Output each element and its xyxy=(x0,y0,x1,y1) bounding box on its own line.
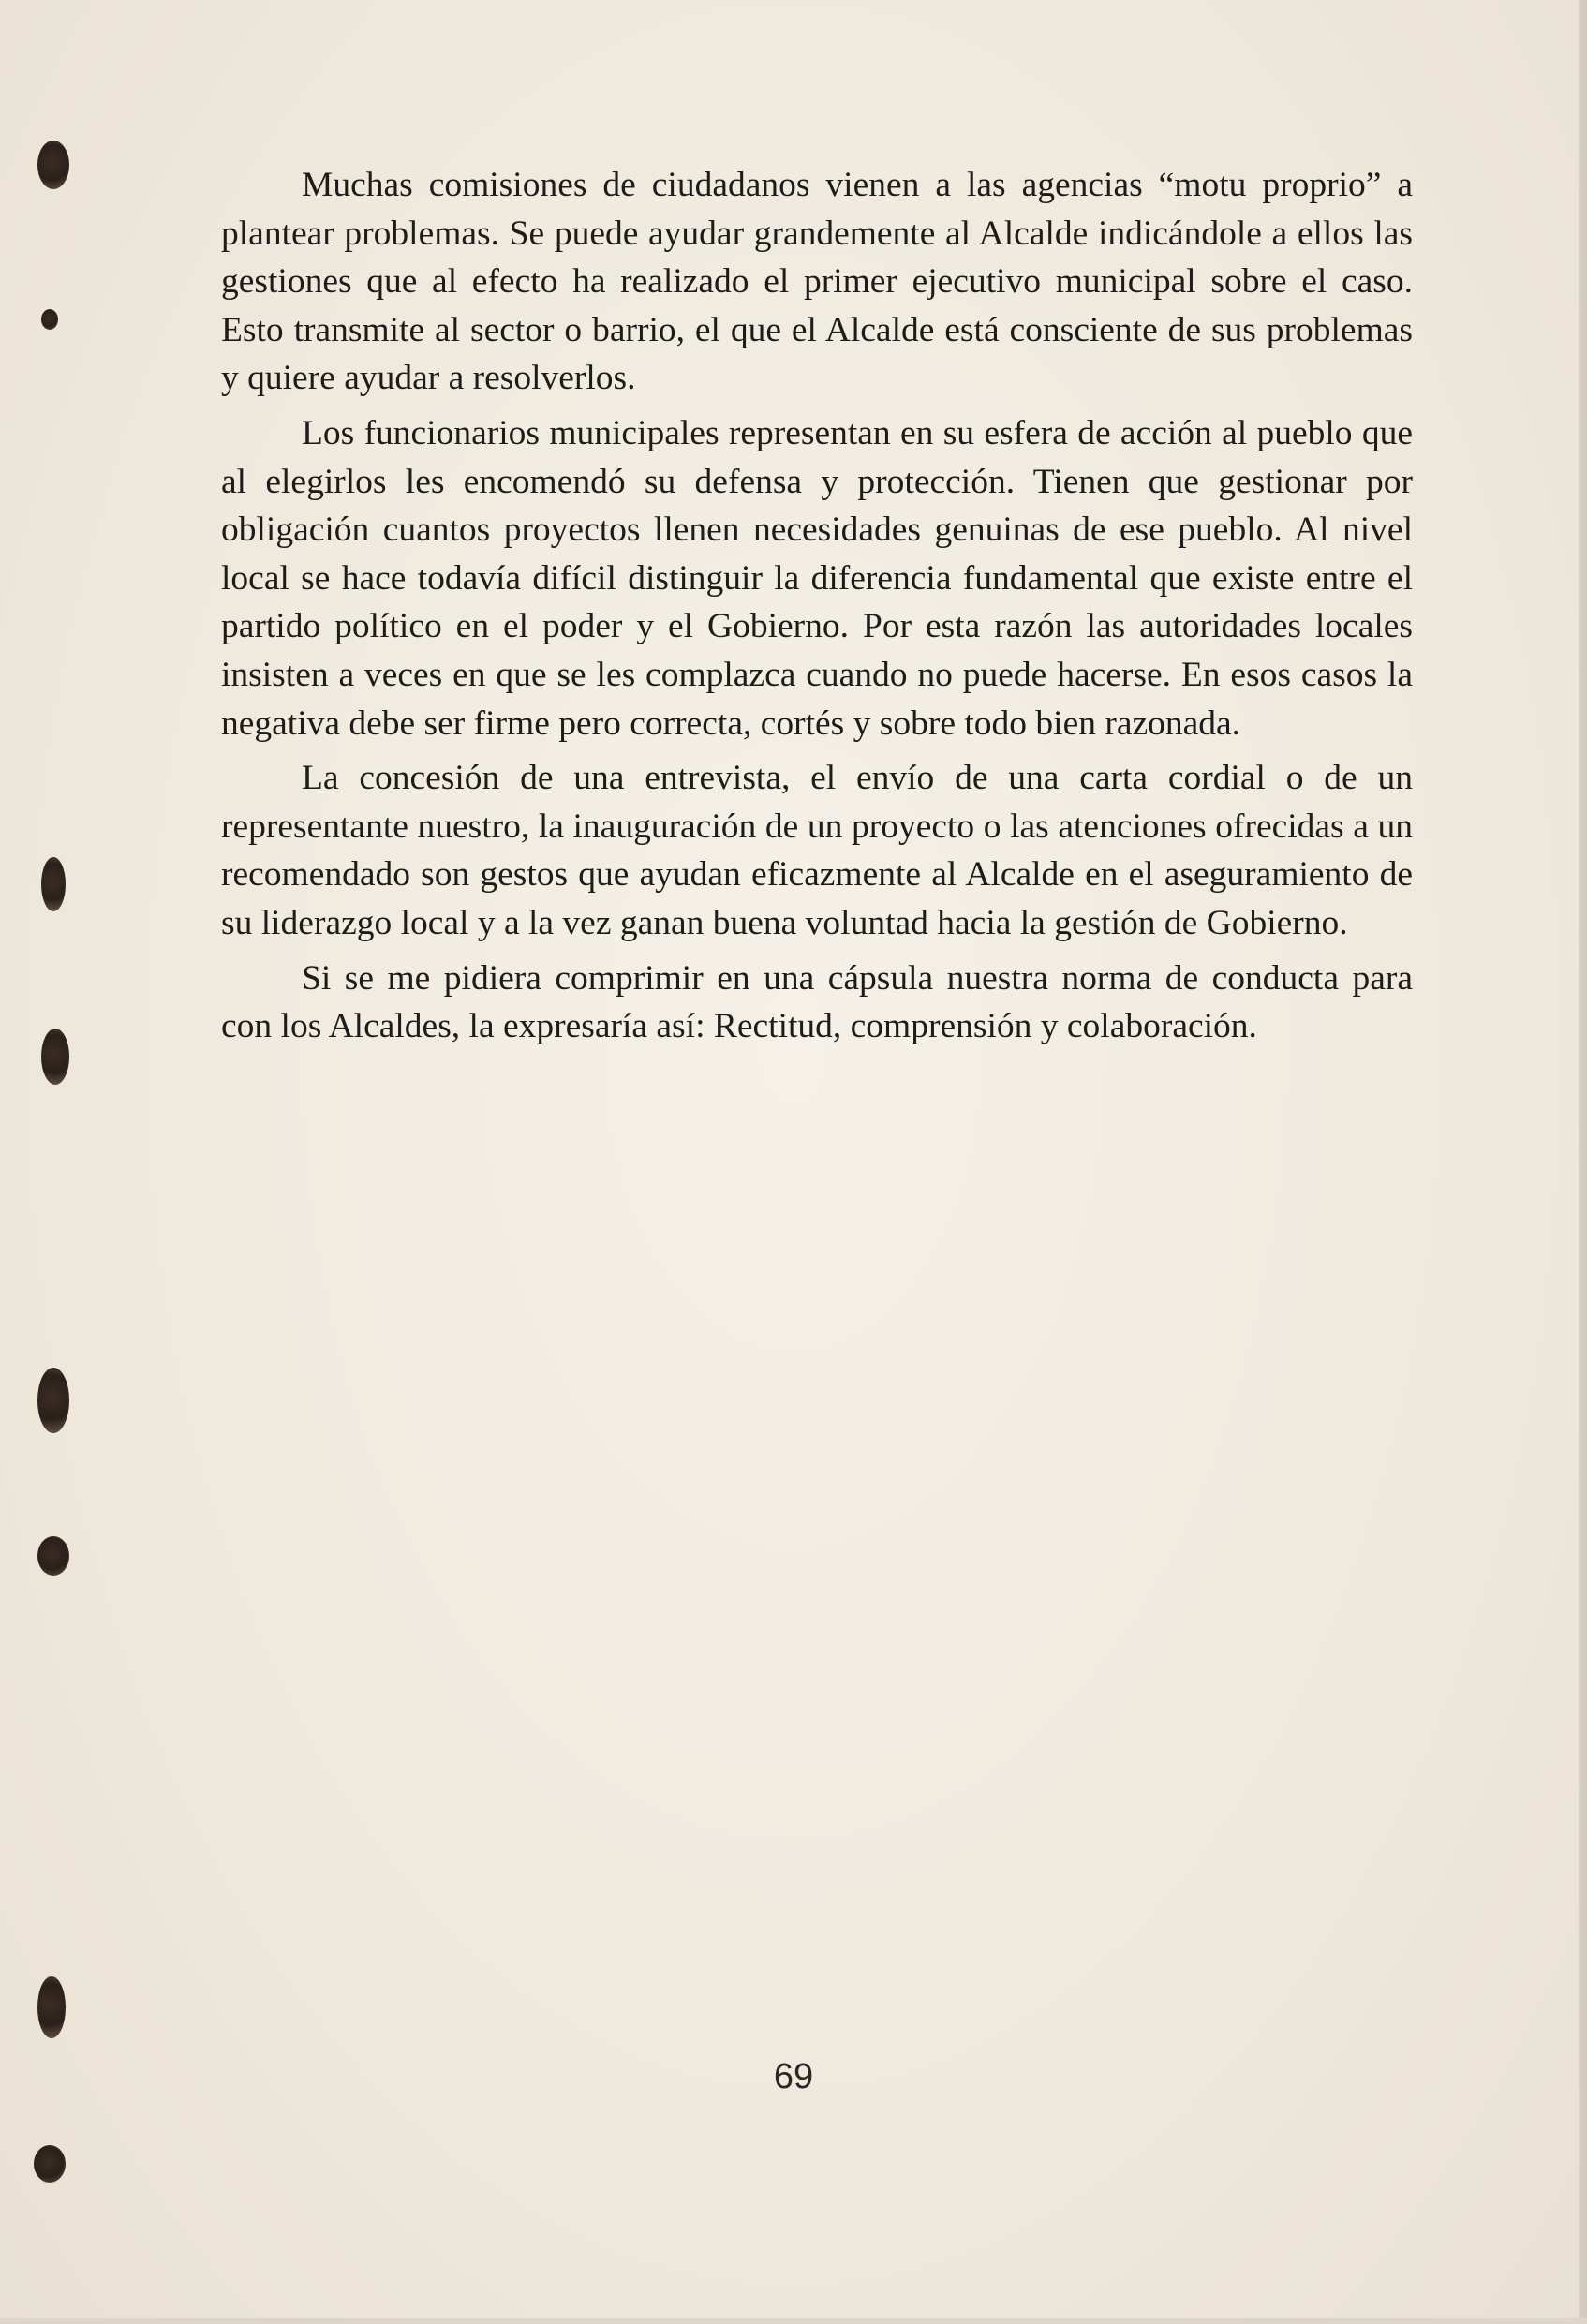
page-number: 69 xyxy=(773,2057,814,2096)
paragraph: La concesión de una entrevista, el envío de una carta cordial o de un representante nuestro, la inauguración de un proyecto o las atenciones ofrecidas a un recomendado son gestos que ayudan eficazmente al Alcalde en el aseguramiento de su liderazgo local y a la vez ganan buena voluntad hacia la gestión de Gobierno. xyxy=(221,759,1413,942)
paragraph: Muchas comisiones de ciudadanos vienen a las agencias “motu proprio” a plantear problemas. Se puede ayudar grandemente al Alcalde indicándole a ellos las gestiones que al efecto ha realizado el primer ejecutivo municipal sobre el caso. Esto transmite al sector o barrio, el que el Alcalde está consciente de sus problemas y quiere ayudar a resolverlos. xyxy=(221,166,1413,398)
punch-hole-mark xyxy=(37,1976,66,2038)
page-edge-shadow xyxy=(1579,0,1587,2324)
paragraph: Si se me pidiera comprimir en una cápsula nuestra norma de conducta para con los Alcaldes, la expresaría así: Rectitud, comprensión y colaboración. xyxy=(221,958,1413,1046)
punch-hole-mark xyxy=(41,857,66,911)
body-text xyxy=(221,161,1413,1058)
punch-hole-mark xyxy=(37,141,69,189)
punch-hole-mark xyxy=(41,309,58,330)
punch-hole-mark xyxy=(37,1368,69,1433)
page-bottom-edge xyxy=(0,2318,1587,2324)
punch-hole-mark xyxy=(41,1029,69,1085)
punch-hole-mark xyxy=(34,2145,66,2183)
punch-hole-mark xyxy=(37,1536,69,1576)
paragraph: Los funcionarios municipales representan en su esfera de acción al pueblo que al elegirlos les encomendó su defensa y protección. Tienen que gestionar por obligación cuantos proyectos llenen necesidades genuinas de ese pueblo. Al nivel local se hace todavía difícil distinguir la diferencia fundamental que existe entre el partido político en el poder y el Gobierno. Por esta razón las autoridades locales insisten a veces en que se les complazca cuando no puede hacerse. En esos casos la negativa debe ser firme pero correcta, cortés y sobre todo bien razonada. xyxy=(221,413,1413,743)
